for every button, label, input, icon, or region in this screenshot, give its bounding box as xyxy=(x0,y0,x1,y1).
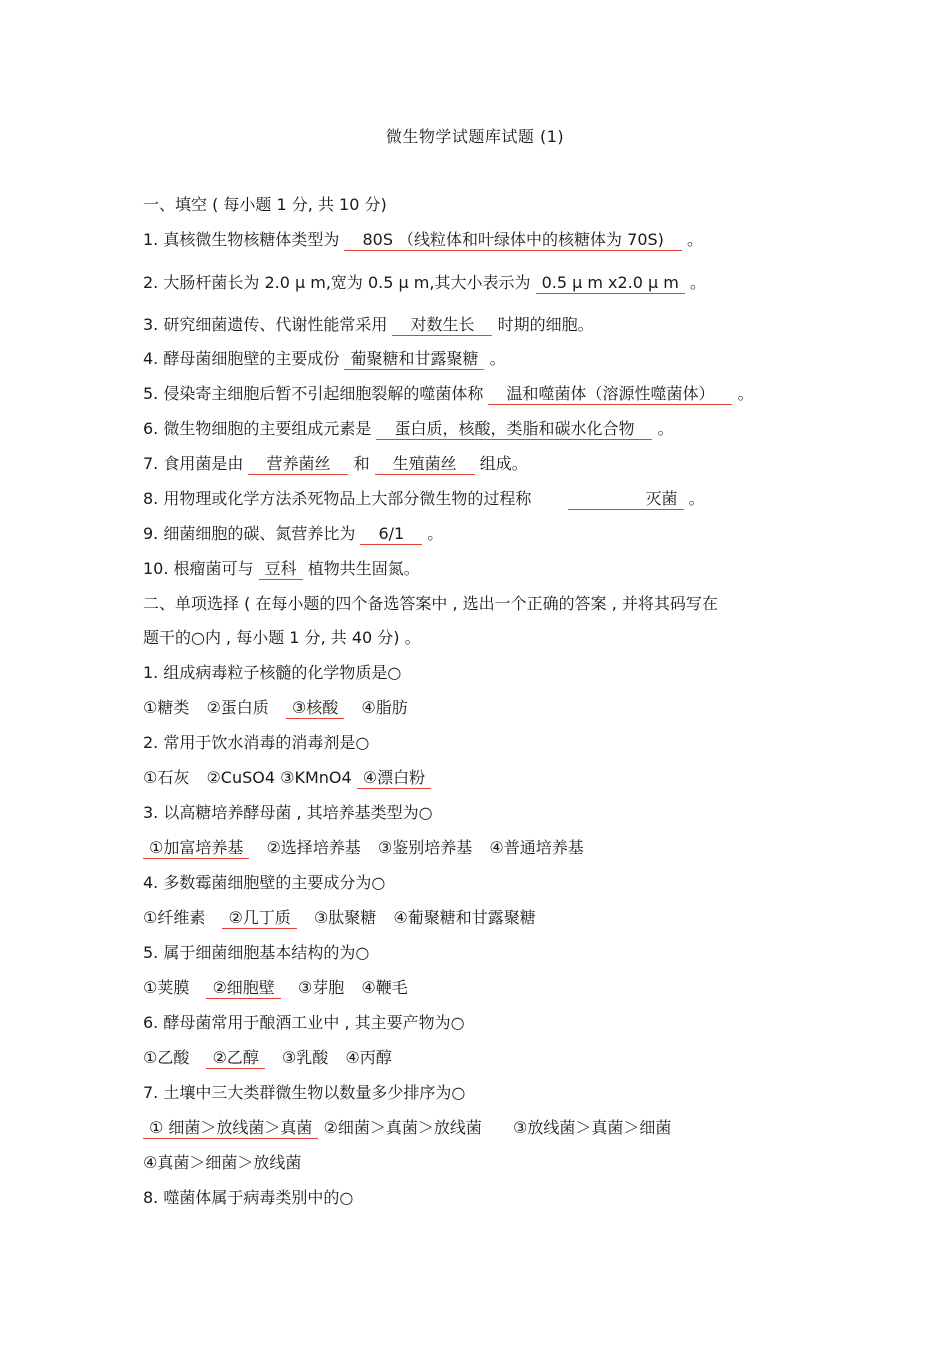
answer-underline: 营养菌丝 xyxy=(248,454,348,475)
option-answer: ① 细菌＞放线菌＞真菌 xyxy=(143,1118,318,1139)
option: ②蛋白质 xyxy=(206,698,269,717)
answer-underline: 80S （线粒体和叶绿体中的核糖体为 70S) xyxy=(344,230,681,251)
fill-item-1 xyxy=(143,229,703,251)
fill-item-6 xyxy=(143,418,674,440)
item-text: 。 xyxy=(737,384,754,403)
option: ③放线菌＞真菌＞细菌 xyxy=(512,1118,672,1137)
item-text: 7. 食用菌是由 xyxy=(143,454,244,473)
fill-item-7 xyxy=(143,453,528,475)
fill-item-10 xyxy=(143,558,420,580)
fill-item-2 xyxy=(143,272,706,294)
answer-underline: 0.5 μ m x2.0 μ m xyxy=(536,273,685,294)
question-1-options xyxy=(143,697,408,719)
fill-item-8 xyxy=(143,488,705,510)
option: ①荚膜 xyxy=(143,978,190,997)
item-text: 3. 研究细菌遗传、代谢性能常采用 xyxy=(143,315,388,334)
question-2-options xyxy=(143,767,431,789)
answer-underline: 葡聚糖和甘露聚糖 xyxy=(344,349,484,370)
fill-item-4 xyxy=(143,348,506,370)
option-answer: ①加富培养基 xyxy=(143,838,249,859)
option: ①乙酸 xyxy=(143,1048,190,1067)
question-6-options xyxy=(143,1047,392,1069)
question-6-stem: 6. 酵母菌常用于酿酒工业中 , 其主要产物为○ xyxy=(143,1013,465,1032)
option: ③鉴别培养基 xyxy=(377,838,473,857)
fill-item-3 xyxy=(143,314,594,336)
item-text: 时期的细胞。 xyxy=(497,315,594,334)
item-text: 6. 微生物细胞的主要组成元素是 xyxy=(143,419,372,438)
item-text: 。 xyxy=(489,349,506,368)
option: ④葡聚糖和甘露聚糖 xyxy=(393,908,536,927)
option: ③乳酸 xyxy=(281,1048,329,1067)
option: ②CuSO4 ③KMnO4 xyxy=(206,768,352,787)
item-text: 1. 真核微生物核糖体类型为 xyxy=(143,230,340,249)
item-text: 4. 酵母菌细胞壁的主要成份 xyxy=(143,349,340,368)
option: ①糖类 xyxy=(143,698,190,717)
option-answer: ③核酸 xyxy=(286,698,344,719)
option: ④丙醇 xyxy=(345,1048,392,1067)
option: ②细菌＞真菌＞放线菌 xyxy=(323,1118,482,1137)
item-text: 植物共生固氮。 xyxy=(307,559,420,578)
item-text: 5. 侵染寄主细胞后暂不引起细胞裂解的噬菌体称 xyxy=(143,384,484,403)
question-8-stem: 8. 噬菌体属于病毒类别中的○ xyxy=(143,1188,354,1207)
question-7-options-cont xyxy=(143,1152,301,1174)
section1-heading: 一、填空 ( 每小题 1 分, 共 10 分) xyxy=(143,195,387,214)
option-answer: ④漂白粉 xyxy=(357,768,431,789)
item-text: 。 xyxy=(427,524,444,543)
answer-underline: 蛋白质，核酸，类脂和碳水化合物 xyxy=(376,419,652,440)
answer-underline: 生殖菌丝 xyxy=(375,454,475,475)
page-title: 微生物学试题库试题 (1) xyxy=(385,127,565,146)
fill-item-5 xyxy=(143,383,754,405)
option: ④普通培养基 xyxy=(489,838,584,857)
item-text: 9. 细菌细胞的碳、氮营养比为 xyxy=(143,524,356,543)
item-text: 。 xyxy=(689,273,706,292)
option-answer: ②细胞壁 xyxy=(206,978,280,999)
option: ④鞭毛 xyxy=(361,978,408,997)
option-answer: ②几丁质 xyxy=(222,908,296,929)
option: ①石灰 xyxy=(143,768,190,787)
option: ①纤维素 xyxy=(143,908,206,927)
answer-underline: 灭菌 xyxy=(568,489,684,510)
question-3-options xyxy=(143,837,584,859)
item-text: 和 xyxy=(353,454,370,473)
item-text: 。 xyxy=(688,489,705,508)
item-text: 10. 根瘤菌可与 xyxy=(143,559,254,578)
item-text: 组成。 xyxy=(479,454,528,473)
option: ②选择培养基 xyxy=(266,838,361,857)
item-text: 2. 大肠杆菌长为 2.0 μ m,宽为 0.5 μ m,其大小表示为 xyxy=(143,273,531,292)
item-text: 。 xyxy=(657,419,674,438)
question-2-stem: 2. 常用于饮水消毒的消毒剂是○ xyxy=(143,733,370,752)
option-answer: ②乙醇 xyxy=(206,1048,264,1069)
option: ③芽胞 xyxy=(297,978,345,997)
item-text: 8. 用物理或化学方法杀死物品上大部分微生物的过程称 xyxy=(143,489,532,508)
fill-item-9 xyxy=(143,523,443,545)
question-5-options xyxy=(143,977,408,999)
option: ④真菌＞细菌＞放线菌 xyxy=(143,1153,302,1172)
question-7-options xyxy=(143,1117,671,1139)
section2-heading-cont: 题干的○内 , 每小题 1 分, 共 40 分) 。 xyxy=(143,628,421,647)
answer-underline: 豆科 xyxy=(259,559,303,580)
question-5-stem: 5. 属于细菌细胞基本结构的为○ xyxy=(143,943,370,962)
answer-underline: 温和噬菌体（溶源性噬菌体） xyxy=(488,384,732,405)
answer-underline: 对数生长 xyxy=(392,315,492,336)
option: ④脂肪 xyxy=(361,698,408,717)
question-4-options xyxy=(143,907,536,929)
option: ③肽聚糖 xyxy=(313,908,377,927)
question-4-stem: 4. 多数霉菌细胞壁的主要成分为○ xyxy=(143,873,386,892)
question-7-stem: 7. 土壤中三大类群微生物以数量多少排序为○ xyxy=(143,1083,466,1102)
answer-underline: 6/1 xyxy=(360,524,422,545)
section2-heading: 二、单项选择 ( 在每小题的四个备选答案中 , 选出一个正确的答案 , 并将其码写在 xyxy=(143,594,718,613)
question-1-stem: 1. 组成病毒粒子核髓的化学物质是○ xyxy=(143,663,402,682)
item-text: 。 xyxy=(687,230,704,249)
question-3-stem: 3. 以高糖培养酵母菌 , 其培养基类型为○ xyxy=(143,803,433,822)
